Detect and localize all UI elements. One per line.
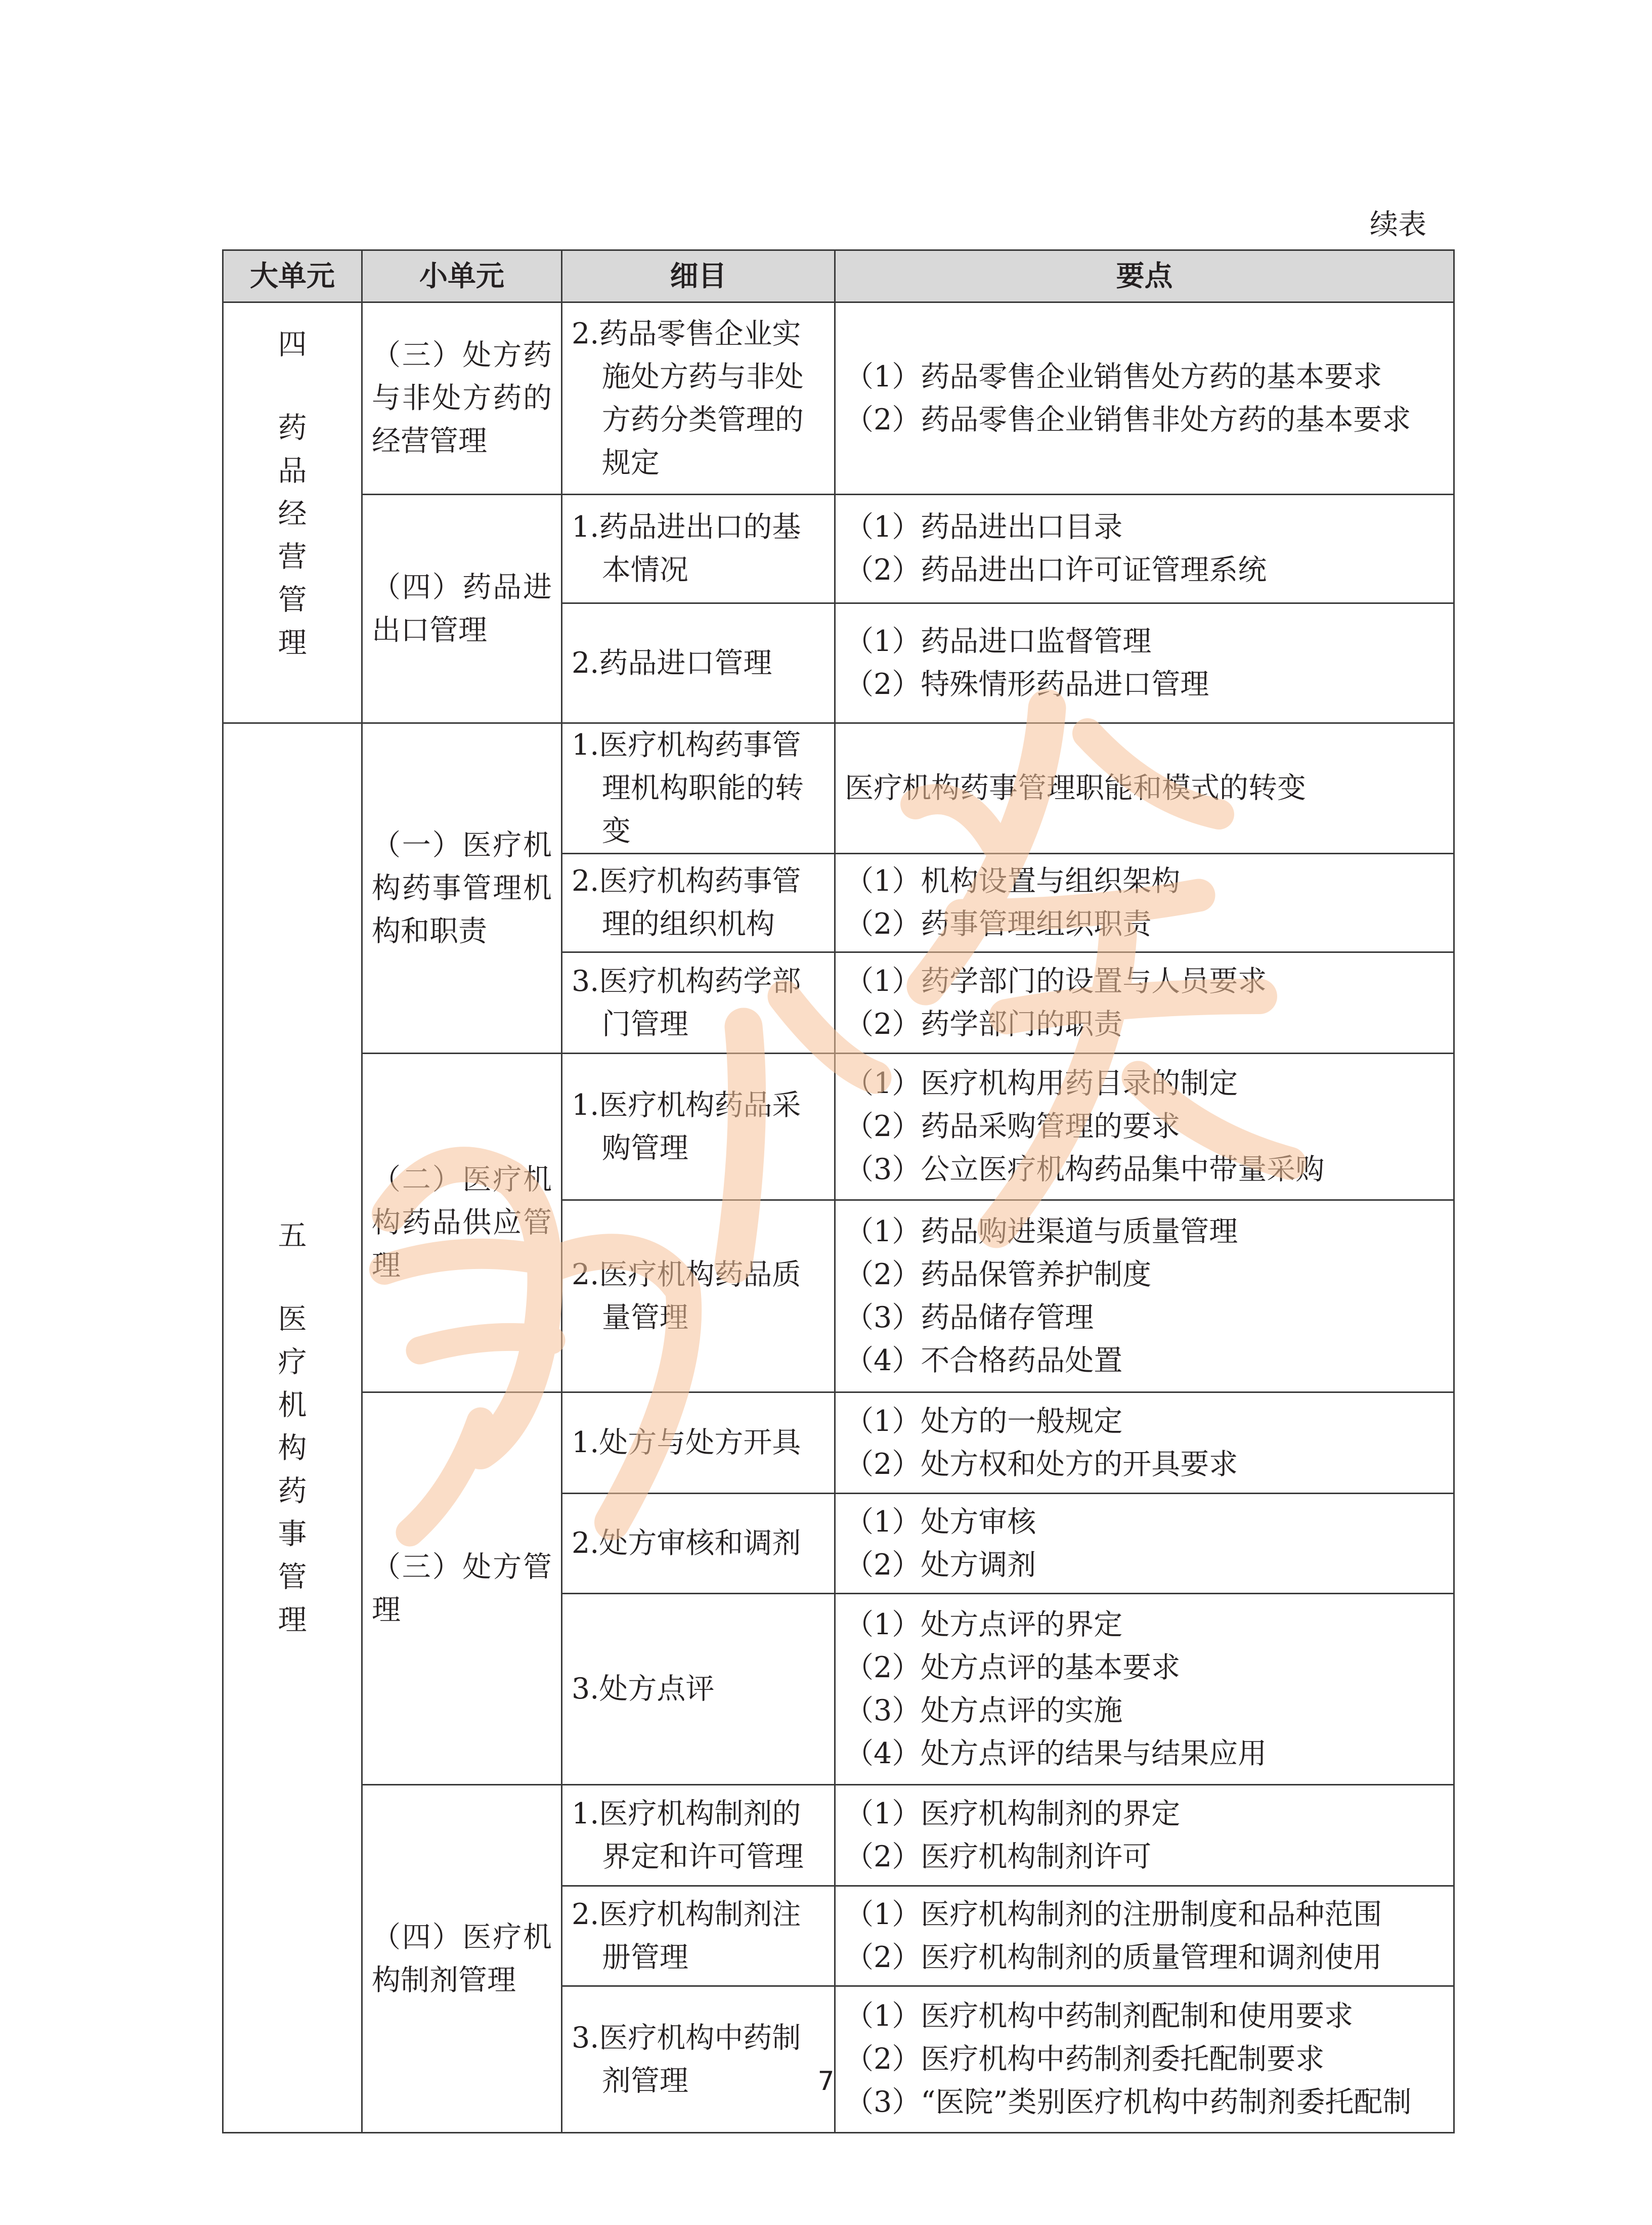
detail-title: 2.医疗机构制剂注册管理 (572, 1897, 801, 1974)
major-unit-name-char: 营 (278, 540, 307, 574)
major-unit-number: 四 (278, 328, 307, 361)
major-unit-name-char: 经 (278, 497, 307, 531)
minor-unit-cell: （三）处方药与非处方药的经营管理 (362, 302, 562, 495)
key-point: （2）特殊情形药品进口管理 (845, 668, 1209, 701)
column-header: 大单元 (223, 250, 362, 302)
detail-cell (562, 495, 835, 603)
detail-title: 1.医疗机构制剂的界定和许可管理 (572, 1797, 804, 1873)
detail-cell (562, 1200, 835, 1392)
key-points-cell (835, 1986, 1454, 2133)
detail-cell (562, 1886, 835, 1986)
detail-cell (562, 1785, 835, 1886)
key-point: （1）医疗机构制剂的注册制度和品种范围 (845, 1897, 1382, 1931)
key-point: （4）不合格药品处置 (845, 1343, 1123, 1377)
key-points-cell (835, 952, 1454, 1054)
key-point: （2）药品零售企业销售非处方药的基本要求 (845, 403, 1411, 437)
key-points-cell (835, 1200, 1454, 1392)
table-row (223, 495, 1454, 603)
table-row (223, 302, 1454, 495)
table-row (223, 723, 1454, 854)
key-point: （1）药品进口监督管理 (845, 625, 1152, 658)
key-point: （2）药品保管养护制度 (845, 1257, 1152, 1291)
major-unit-name-char: 药 (278, 1474, 307, 1508)
detail-title: 2.药品进口管理 (572, 646, 772, 680)
major-unit-name-char: 构 (278, 1431, 307, 1465)
key-point: （1）医疗机构中药制剂配制和使用要求 (845, 1999, 1354, 2033)
key-point: 医疗机构药事管理职能和模式的转变 (845, 771, 1306, 805)
detail-cell (562, 603, 835, 723)
major-unit-cell (223, 723, 362, 2133)
detail-title: 3.处方点评 (572, 1672, 715, 1706)
detail-title: 2.处方审核和调剂 (572, 1526, 801, 1560)
key-point: （2）药事管理组织职责 (845, 907, 1152, 941)
key-point: （1）处方审核 (845, 1505, 1036, 1539)
major-unit-name-char: 品 (278, 454, 307, 488)
key-point: （2）药品进出口许可证管理系统 (845, 553, 1267, 587)
detail-title: 3.医疗机构药学部门管理 (572, 964, 801, 1041)
key-points-cell (835, 302, 1454, 495)
column-header: 细目 (562, 250, 835, 302)
table-row (223, 1785, 1454, 1886)
key-points-cell (835, 603, 1454, 723)
key-points-cell (835, 854, 1454, 952)
column-header: 要点 (835, 250, 1454, 302)
key-point: （1）机构设置与组织架构 (845, 864, 1181, 898)
detail-title: 2.药品零售企业实施处方药与非处方药分类管理的规定 (572, 317, 804, 479)
key-point: （1）处方的一般规定 (845, 1404, 1123, 1438)
minor-unit-cell: （四）药品进出口管理 (362, 495, 562, 723)
detail-title: 1.医疗机构药品采购管理 (572, 1088, 801, 1165)
table-row (223, 1392, 1454, 1494)
major-unit-name-char: 理 (278, 626, 307, 660)
major-unit-name-char: 药 (278, 411, 307, 445)
detail-cell (562, 1594, 835, 1785)
key-point: （2）医疗机构制剂的质量管理和调剂使用 (845, 1940, 1382, 1974)
key-points-cell (835, 1785, 1454, 1886)
key-point: （2）处方调剂 (845, 1548, 1036, 1582)
key-point: （2）药品采购管理的要求 (845, 1110, 1181, 1143)
key-points-cell (835, 1054, 1454, 1200)
detail-cell (562, 1494, 835, 1594)
key-points-cell (835, 1886, 1454, 1986)
key-points-cell (835, 1594, 1454, 1785)
detail-title: 2.医疗机构药品质量管理 (572, 1257, 801, 1334)
minor-unit-cell: （三）处方管理 (362, 1392, 562, 1785)
table-header-row (223, 250, 1454, 302)
detail-cell (562, 1392, 835, 1494)
key-point: （2）医疗机构中药制剂委托配制要求 (845, 2042, 1325, 2076)
major-unit-cell (223, 302, 362, 723)
key-points-cell (835, 1494, 1454, 1594)
key-point: （3）公立医疗机构药品集中带量采购 (845, 1153, 1325, 1186)
detail-cell (562, 723, 835, 854)
key-point: （1）医疗机构用药目录的制定 (845, 1067, 1238, 1100)
major-unit-name-char: 疗 (278, 1345, 307, 1379)
detail-cell (562, 1986, 835, 2133)
detail-cell (562, 1054, 835, 1200)
major-unit-name-char: 机 (278, 1388, 307, 1422)
key-point: （2）药学部门的职责 (845, 1007, 1123, 1041)
major-unit-name-char: 管 (278, 583, 307, 617)
minor-unit-cell: （四）医疗机构制剂管理 (362, 1785, 562, 2133)
page-number: 7 (817, 2066, 835, 2097)
key-point: （1）药学部门的设置与人员要求 (845, 964, 1267, 998)
key-point: （1）药品购进渠道与质量管理 (845, 1214, 1238, 1248)
major-unit-name-char: 理 (278, 1603, 307, 1637)
key-point: （2）处方权和处方的开具要求 (845, 1447, 1238, 1481)
key-points-cell (835, 723, 1454, 854)
key-point: （3）药品储存管理 (845, 1300, 1094, 1334)
major-unit-name-char: 医 (278, 1302, 307, 1336)
detail-cell (562, 952, 835, 1054)
detail-title: 1.医疗机构药事管理机构职能的转变 (572, 728, 804, 848)
key-point: （1）医疗机构制剂的界定 (845, 1797, 1181, 1830)
continued-table-label: 续表 (1370, 208, 1426, 241)
major-unit-number: 五 (278, 1218, 307, 1252)
key-point: （1）处方点评的界定 (845, 1607, 1123, 1641)
detail-title: 3.医疗机构中药制剂管理 (572, 2021, 801, 2098)
key-point: （2）处方点评的基本要求 (845, 1650, 1181, 1684)
key-point: （1）药品进出口目录 (845, 510, 1123, 544)
detail-title: 1.药品进出口的基本情况 (572, 510, 801, 587)
detail-cell (562, 854, 835, 952)
detail-cell (562, 302, 835, 495)
key-point: （3）“医院”类别医疗机构中药制剂委托配制 (845, 2085, 1412, 2119)
key-point: （4）处方点评的结果与结果应用 (845, 1736, 1267, 1770)
table-row (223, 1054, 1454, 1200)
major-unit-name-char: 事 (278, 1517, 307, 1551)
key-point: （3）处方点评的实施 (845, 1693, 1123, 1727)
major-unit-name-char: 管 (278, 1560, 307, 1594)
detail-title: 1.处方与处方开具 (572, 1426, 801, 1459)
key-point: （1）药品零售企业销售处方药的基本要求 (845, 360, 1382, 394)
key-points-cell (835, 495, 1454, 603)
key-point: （2）医疗机构制剂许可 (845, 1840, 1152, 1873)
detail-title: 2.医疗机构药事管理的组织机构 (572, 864, 801, 941)
key-points-cell (835, 1392, 1454, 1494)
minor-unit-cell: （二）医疗机构药品供应管理 (362, 1054, 562, 1392)
syllabus-table (222, 249, 1455, 2133)
column-header: 小单元 (362, 250, 562, 302)
minor-unit-cell: （一）医疗机构药事管理机构和职责 (362, 723, 562, 1054)
